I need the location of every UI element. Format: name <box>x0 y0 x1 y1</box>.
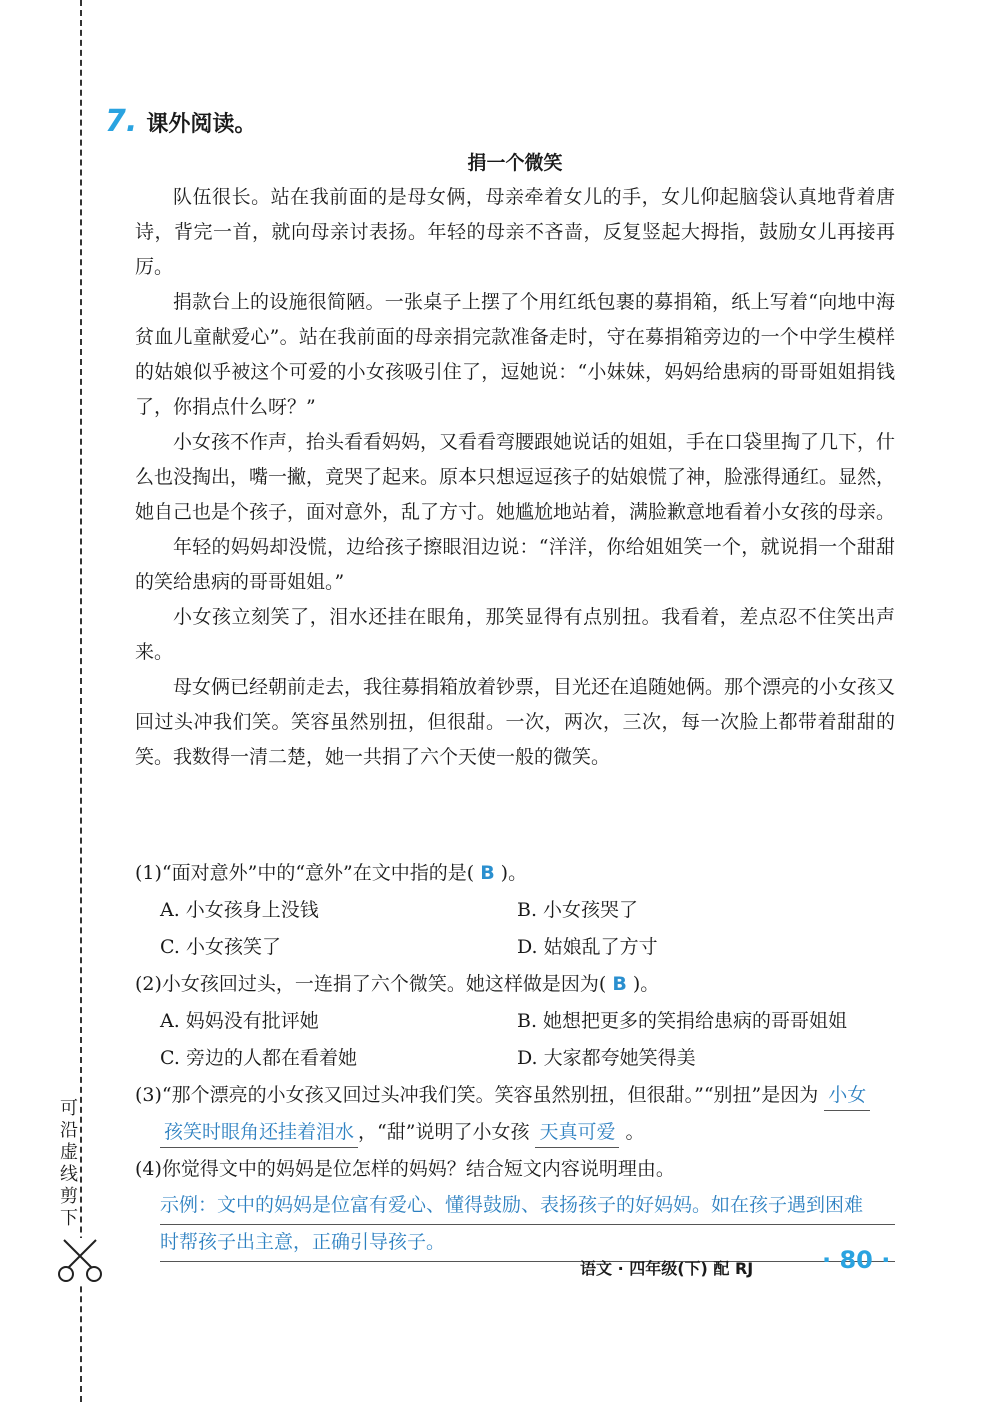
question-stem: (1)“面对意外”中的“意外”在文中指的是( <box>135 862 475 884</box>
question-number: 7. <box>105 104 138 139</box>
question-header <box>105 104 256 139</box>
question-2 <box>135 966 895 1003</box>
question-3 <box>135 1077 895 1114</box>
option: A. 妈妈没有批评她 <box>160 1010 319 1032</box>
article-paragraph: 小女孩立刻笑了，泪水还挂在眼角，那笑显得有点别扭。我看着，差点忍不住笑出声来。 <box>135 606 895 663</box>
question-3-cont <box>135 1114 895 1151</box>
footer-subject: 语文 · 四年级(下) 配 RJ <box>580 1259 754 1278</box>
article-paragraph: 母女俩已经朝前走去，我往募捐箱放着钞票，目光还在追随她俩。那个漂亮的小女孩又回过头冲我们笑。笑容虽然别扭，但很甜。一次，两次，三次，每一次脸上都带着甜甜的笑。我数得一清二楚，她一共捐了六个天使一般的微笑。 <box>135 676 896 768</box>
page-number: · 80 · <box>822 1246 891 1274</box>
option: C. 旁边的人都在看着她 <box>160 1047 357 1069</box>
answer-line: 时帮孩子出主意，正确引导孩子。 <box>160 1225 895 1262</box>
article-title: 捐一个微笑 <box>467 152 563 174</box>
option: A. 小女孩身上没钱 <box>160 899 319 921</box>
question-stem: (2)小女孩回过头，一连捐了六个微笑。她这样做是因为( <box>135 973 607 995</box>
options-q2 <box>135 1003 895 1077</box>
article-paragraph: 队伍很长。站在我前面的是母女俩，母亲牵着女儿的手，女儿仰起脑袋认真地背着唐诗，背完一首，就向母亲讨表扬。年轻的母亲不吝啬，反复竖起大拇指，鼓励女儿再接再厉。 <box>135 186 895 278</box>
answer-blank[interactable]: 小女 <box>824 1080 870 1111</box>
article-body <box>135 180 895 775</box>
option: B. 她想把更多的笑捐给患病的哥哥姐姐 <box>517 1010 848 1032</box>
cut-char: 剪 <box>60 1186 78 1207</box>
question-1 <box>135 855 895 892</box>
answer-blank[interactable]: 孩笑时眼角还挂着泪水 <box>160 1117 358 1148</box>
question-title: 课外阅读。 <box>146 112 257 137</box>
question-stem-end: )。 <box>500 862 528 884</box>
question-4: (4)你觉得文中的妈妈是位怎样的妈妈？结合短文内容说明理由。 <box>135 1158 675 1180</box>
option: C. 小女孩笑了 <box>160 936 281 958</box>
question-stem: (3)“那个漂亮的小女孩又回过头冲我们笑。笑容虽然别扭，但很甜。”“别扭”是因为 <box>135 1084 819 1106</box>
question-stem-end: 。 <box>625 1121 645 1143</box>
questions-section <box>135 855 895 1262</box>
article-paragraph: 年轻的妈妈却没慌，边给孩子擦眼泪边说：“洋洋，你给姐姐笑一个，就说捐一个甜甜的笑给患病的哥哥姐姐。” <box>135 536 895 593</box>
answer-choice: B <box>612 973 627 995</box>
article-paragraph: 捐款台上的设施很简陋。一张桌子上摆了个用红纸包裹的募捐箱，纸上写着“向地中海贫血儿童献爱心”。站在我前面的母亲捐完款准备走时，守在募捐箱旁边的一个中学生模样的姑娘似乎被这个可爱的小女孩吸引住了，逗她说：“小妹妹，妈妈给患病的哥哥姐姐捐钱了，你捐点什么呀？” <box>135 291 895 418</box>
option: B. 小女孩哭了 <box>517 899 639 921</box>
cut-char: 虚 <box>60 1142 78 1163</box>
cut-char: 下 <box>60 1208 78 1229</box>
cut-char: 可 <box>60 1098 78 1119</box>
option: D. 大家都夸她笑得美 <box>517 1047 696 1069</box>
question-stem-end: )。 <box>632 973 660 995</box>
answer-choice: B <box>480 862 495 884</box>
essay-answer-area[interactable] <box>135 1188 895 1262</box>
answer-blank[interactable]: 天真可爱 <box>535 1117 619 1148</box>
cut-dashed-line <box>80 0 82 1402</box>
option: D. 姑娘乱了方寸 <box>517 936 658 958</box>
scissors-icon <box>58 1238 102 1284</box>
question-stem: ，“甜”说明了小女孩 <box>358 1121 530 1143</box>
answer-line: 示例：文中的妈妈是位富有爱心、懂得鼓励、表扬孩子的好妈妈。如在孩子遇到困难 <box>160 1188 895 1225</box>
cut-char: 沿 <box>60 1120 78 1141</box>
cut-char: 线 <box>60 1164 78 1185</box>
options-q1 <box>135 892 895 966</box>
article-paragraph: 小女孩不作声，抬头看看妈妈，又看看弯腰跟她说话的姐姐，手在口袋里掏了几下，什么也没掏出，嘴一撇，竟哭了起来。原本只想逗逗孩子的姑娘慌了神，脸涨得通红。显然，她自己也是个孩子，面对意外，乱了方寸。她尴尬地站着，满脸歉意地看着小女孩的母亲。 <box>135 431 896 523</box>
cut-instruction <box>58 1098 80 1230</box>
